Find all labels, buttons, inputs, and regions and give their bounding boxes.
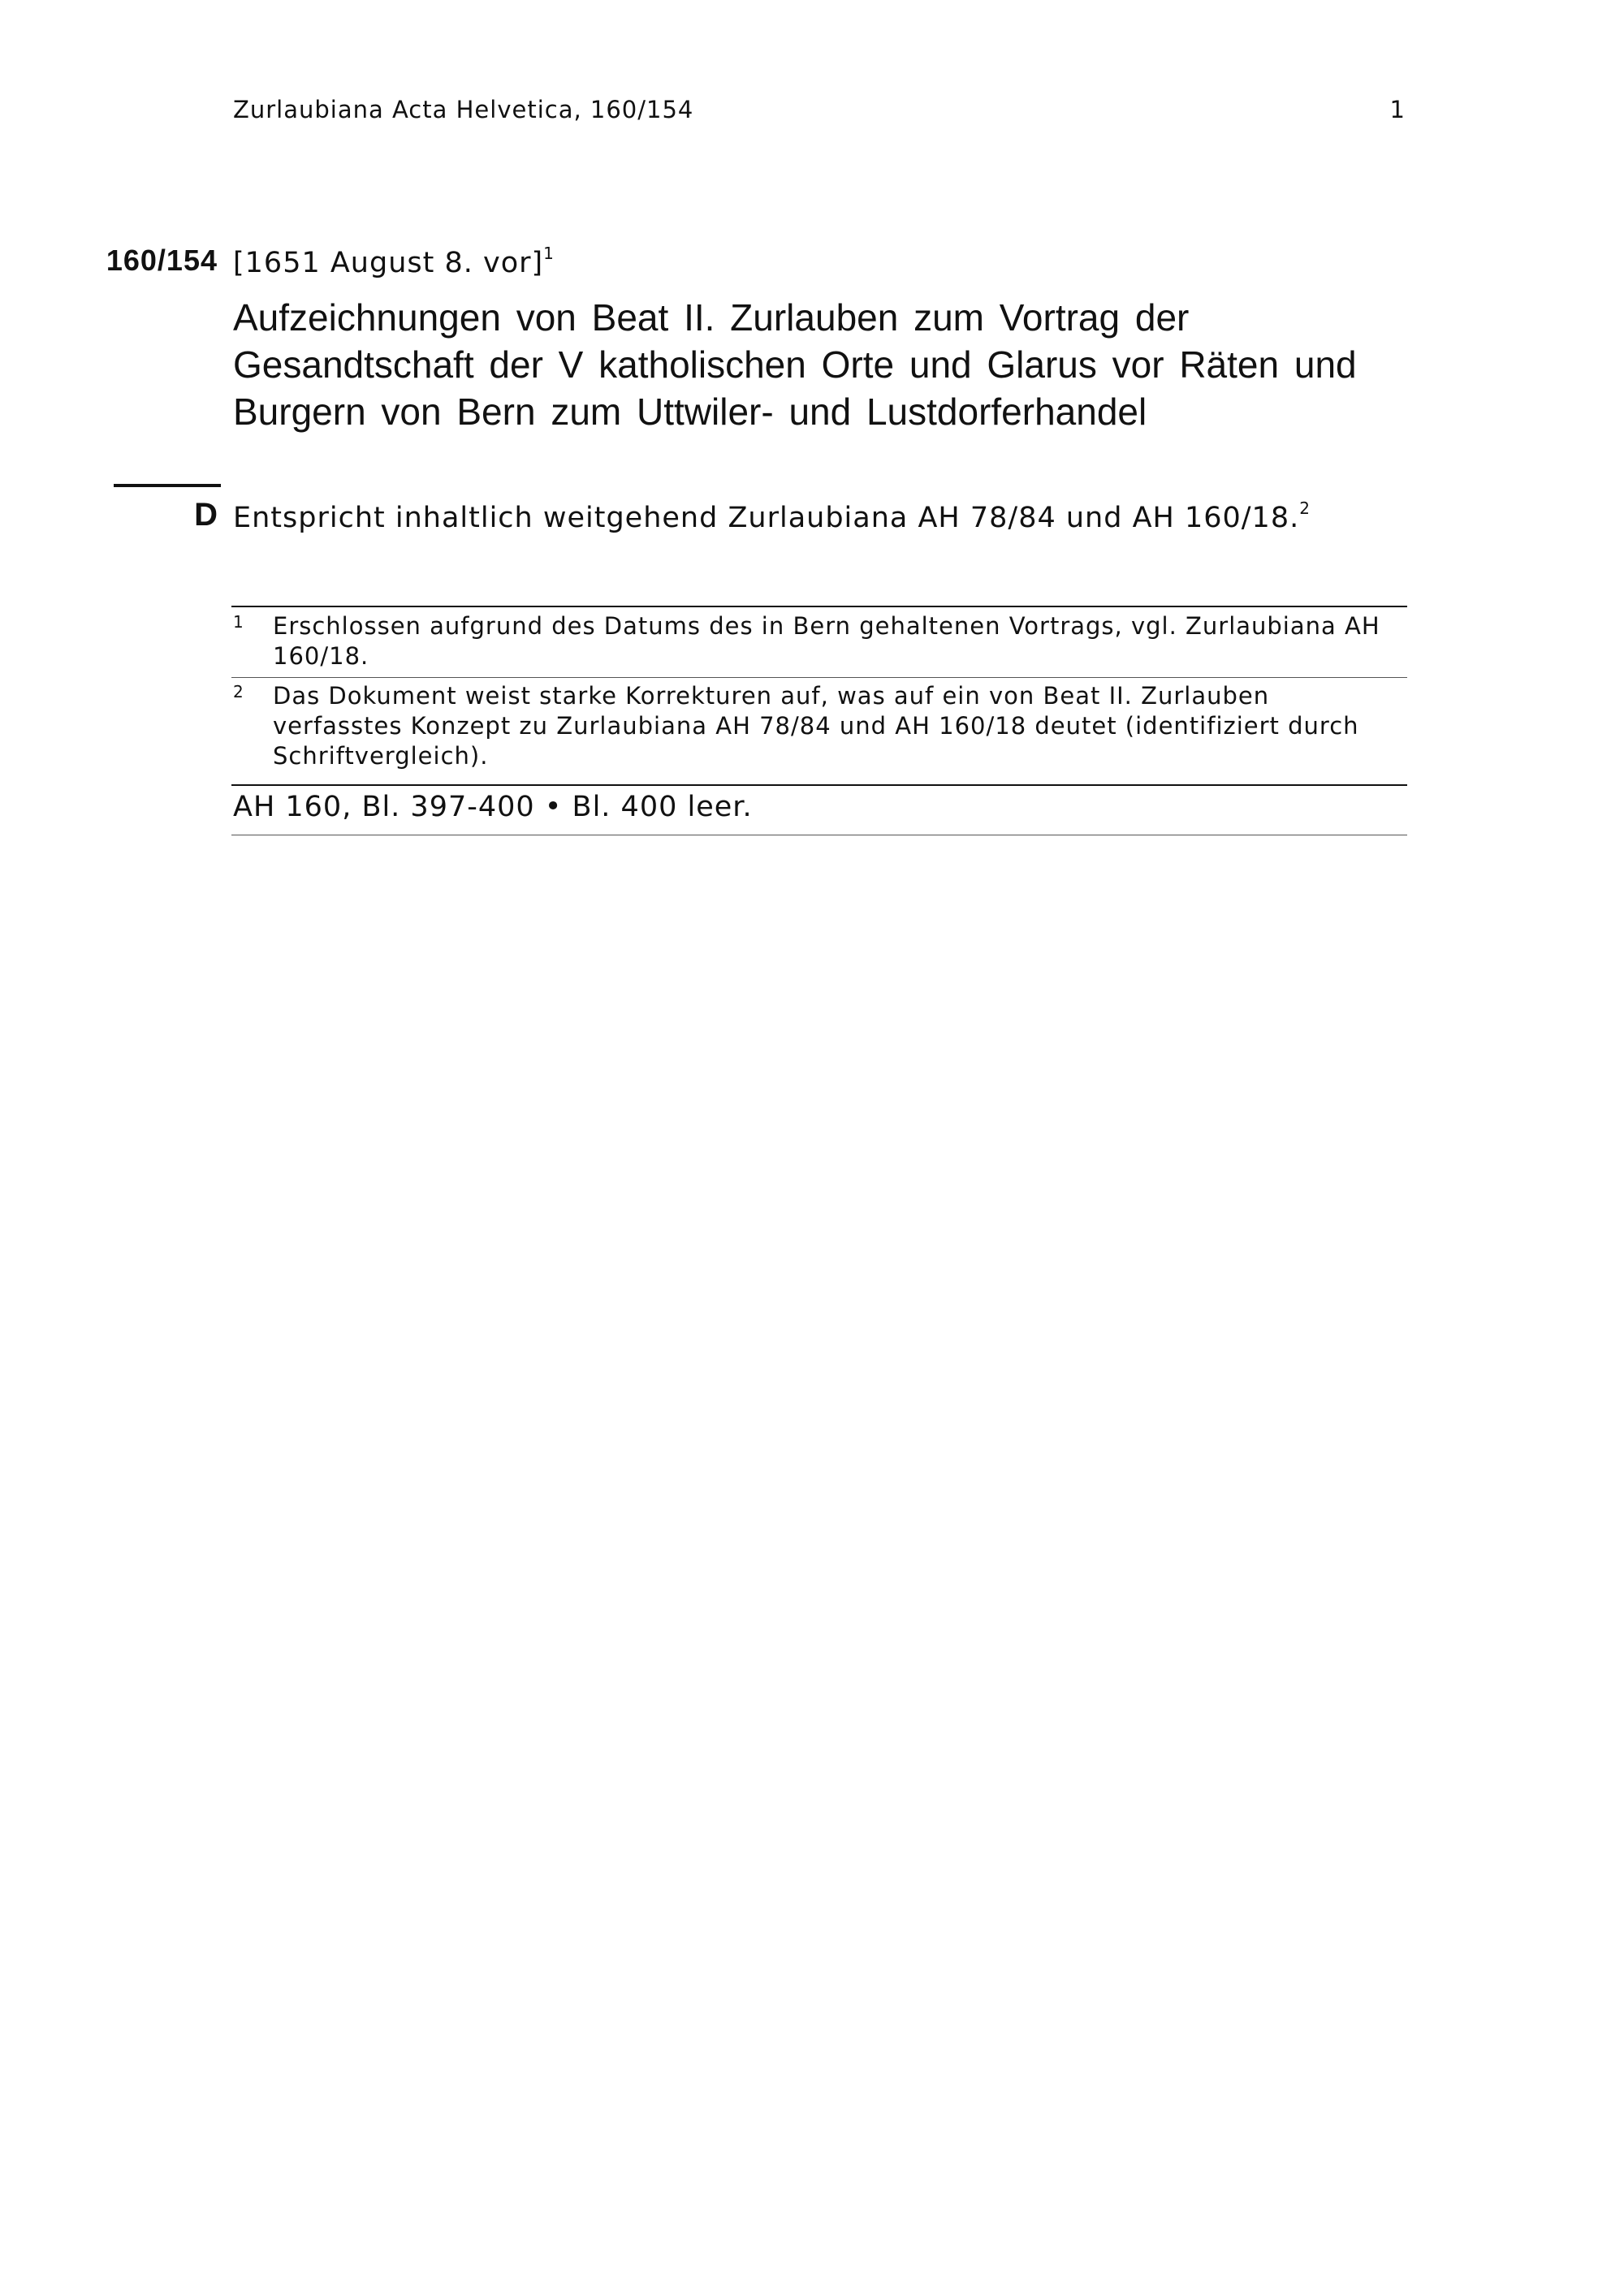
document-date: [233, 244, 555, 279]
running-title: Zurlaubiana Acta Helvetica, 160/154: [233, 96, 694, 123]
footnote-ref-2[interactable]: 2: [1299, 498, 1311, 518]
document-date-text: [1651 August 8. vor]: [233, 247, 544, 279]
footnote-divider: [231, 677, 1407, 678]
archive-top-rule: [231, 784, 1407, 786]
page-number: 1: [1389, 96, 1405, 123]
footnote-text-2: Das Dokument weist starke Korrekturen auf, was auf ein von Beat II. Zurlauben verfasstes Konzept zu Zurlaubiana AH 78/84 und AH 160/18 deutet (identifiziert durch Schriftvergleich).: [273, 682, 1359, 770]
document-number: 160/154: [106, 244, 218, 277]
summary-body: Entspricht inhaltlich weitgehend Zurlaubiana AH 78/84 und AH 160/18.: [233, 502, 1300, 534]
archive-reference: AH 160, Bl. 397-400 • Bl. 400 leer.: [233, 791, 753, 823]
footnotes-top-rule: [231, 606, 1407, 607]
footnote-number-2: 2: [233, 682, 244, 701]
document-title: Aufzeichnungen von Beat II. Zurlauben zum Vortrag der Gesandtschaft der V katholischen Orte und Glarus vor Räten und Burgern von Bern zum Uttwiler- und Lustdorferhandel: [233, 296, 1357, 433]
footnote-text-1: Erschlossen aufgrund des Datums des in Bern gehaltenen Vortrags, vgl. Zurlaubiana AH 160/18.: [273, 612, 1380, 670]
footnote-number-1: 1: [233, 612, 244, 632]
summary-label: D: [194, 497, 218, 533]
summary-text: [233, 498, 1311, 534]
footnote-ref-1[interactable]: 1: [543, 244, 555, 263]
section-marker-rule: [114, 484, 221, 487]
